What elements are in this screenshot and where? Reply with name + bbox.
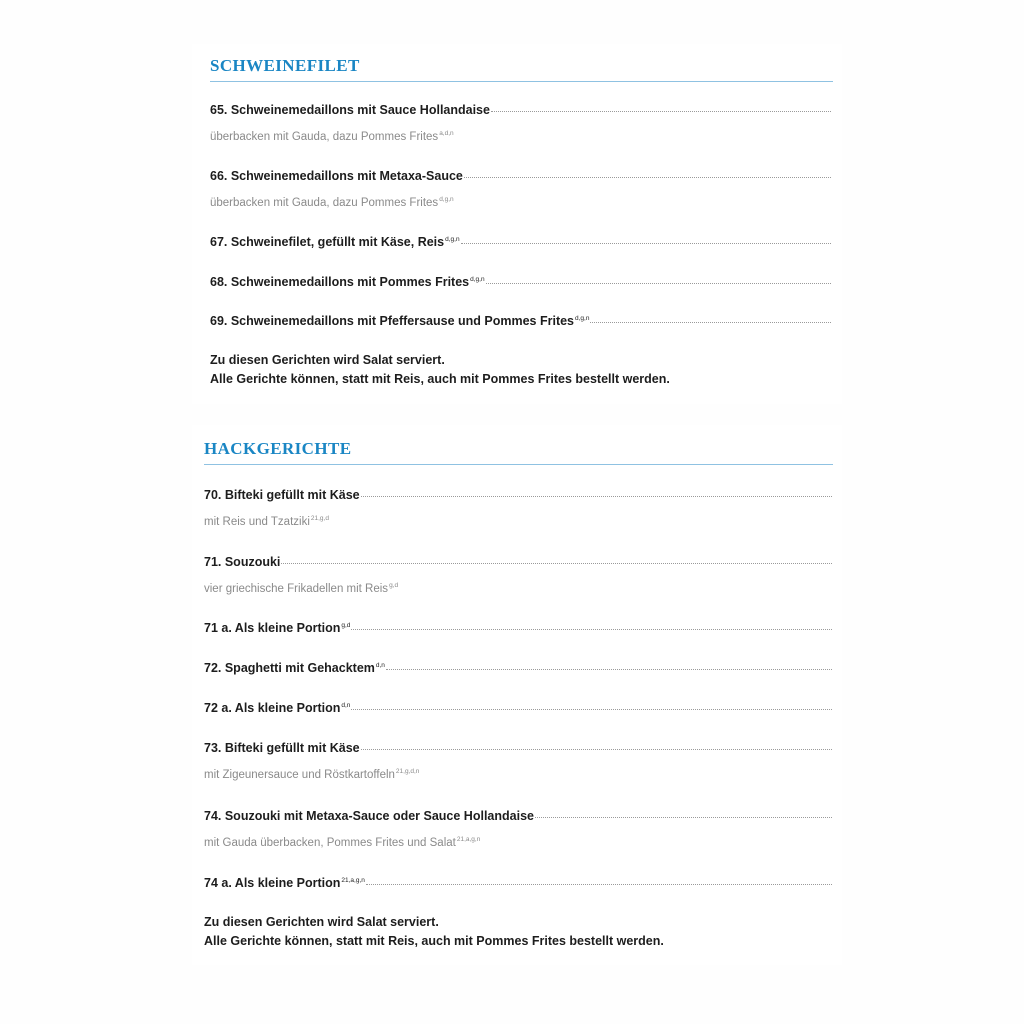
- item-description: mit Reis und Tzatziki$^{21,g,d}$: [204, 515, 329, 528]
- item-description: vier griechische Frikadellen mit Reis$^{g,d}$: [204, 582, 399, 595]
- section-note: Zu diesen Gerichten wird Salat serviert. Alle Gerichte können, statt mit Reis, auch mit Pommes Frites bestellt werden.: [210, 353, 670, 386]
- menu-item: [204, 701, 832, 715]
- item-name: 68. Schweinemedaillons mit Pommes Frites$^{d,g,n}$: [210, 275, 485, 289]
- dot-leader: [351, 709, 832, 710]
- section-title: SCHWEINEFILET: [210, 56, 360, 75]
- menu-item: [210, 103, 831, 117]
- item-description: mit Zigeunersauce und Röstkartoffeln$^{21,g,d,n}$: [204, 768, 420, 781]
- item-description: überbacken mit Gauda, dazu Pommes Frites$^{a,d,n}$: [210, 130, 454, 143]
- menu-item: [210, 235, 831, 249]
- item-name: 65. Schweinemedaillons mit Sauce Hollandaise: [210, 103, 490, 117]
- dot-leader: [361, 749, 832, 750]
- section-divider: [204, 464, 833, 465]
- section-divider: [210, 81, 833, 82]
- dot-leader: [590, 322, 831, 323]
- item-name: 69. Schweinemedaillons mit Pfeffersause und Pommes Frites$^{d,g,n}$: [210, 314, 590, 328]
- item-name: 73. Bifteki gefüllt mit Käse: [204, 741, 360, 755]
- menu-item: [204, 488, 832, 502]
- item-name: 71 a. Als kleine Portion$^{g,d}$: [204, 621, 351, 635]
- dot-leader: [535, 817, 832, 818]
- dot-leader: [386, 669, 832, 670]
- dot-leader: [464, 177, 831, 178]
- dot-leader: [366, 884, 832, 885]
- menu-item: [204, 621, 832, 635]
- menu-item: [210, 169, 831, 183]
- menu-item: [210, 275, 831, 289]
- menu-item: [210, 314, 831, 328]
- item-name: 72 a. Als kleine Portion$^{d,n}$: [204, 701, 351, 715]
- item-description: überbacken mit Gauda, dazu Pommes Frites$^{d,g,n}$: [210, 196, 454, 209]
- dot-leader: [351, 629, 832, 630]
- item-name: 74 a. Als kleine Portion$^{21,a,g,n}$: [204, 876, 365, 890]
- item-name: 74. Souzouki mit Metaxa-Sauce oder Sauce Hollandaise: [204, 809, 534, 823]
- section-title: HACKGERICHTE: [204, 439, 352, 458]
- menu-panel-schweinefilet: [192, 44, 842, 404]
- menu-item: [204, 661, 832, 675]
- item-description: mit Gauda überbacken, Pommes Frites und Salat$^{21,a,g,n}$: [204, 836, 481, 849]
- dot-leader: [486, 283, 831, 284]
- dot-leader: [461, 243, 831, 244]
- item-name: 70. Bifteki gefüllt mit Käse: [204, 488, 360, 502]
- item-name: 72. Spaghetti mit Gehacktem$^{d,n}$: [204, 661, 385, 675]
- menu-item: [204, 555, 832, 569]
- dot-leader: [491, 111, 831, 112]
- dot-leader: [361, 496, 832, 497]
- item-name: 67. Schweinefilet, gefüllt mit Käse, Reis$^{d,g,n}$: [210, 235, 460, 249]
- dot-leader: [281, 563, 832, 564]
- menu-item: [204, 741, 832, 755]
- menu-item: [204, 876, 832, 890]
- section-note: Zu diesen Gerichten wird Salat serviert. Alle Gerichte können, statt mit Reis, auch mit Pommes Frites bestellt werden.: [204, 915, 664, 948]
- menu-item: [204, 809, 832, 823]
- item-name: 71. Souzouki: [204, 555, 281, 569]
- item-name: 66. Schweinemedaillons mit Metaxa-Sauce: [210, 169, 463, 183]
